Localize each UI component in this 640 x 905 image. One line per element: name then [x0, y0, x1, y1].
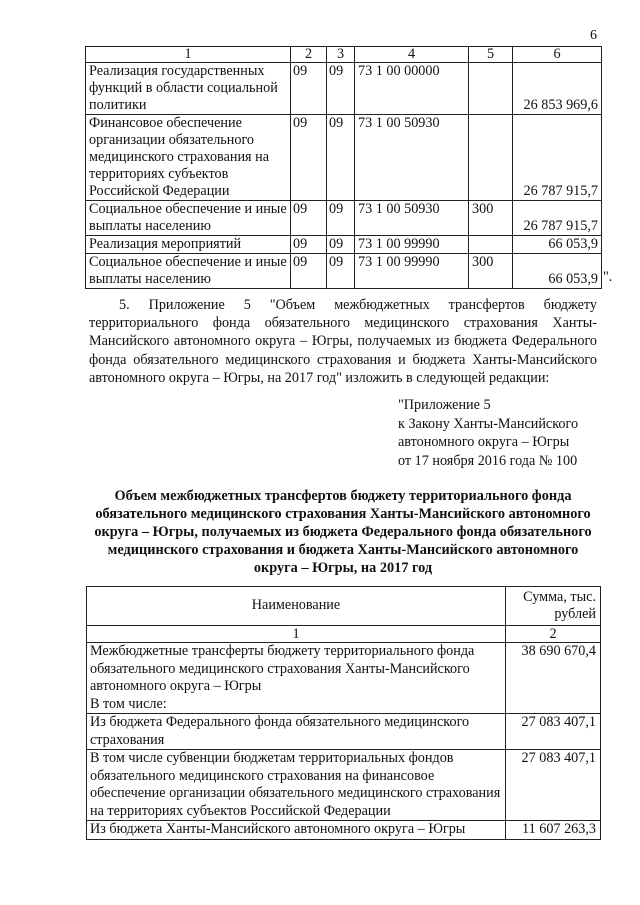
row-section: 09 [291, 63, 327, 115]
row-name: В том числе субвенции бюджетам территориальных фондов обязательного медицинского страхования на финансовое обеспечение организации обязательного медицинского страхования на территориях субъектов Российской Федерации [87, 750, 506, 821]
row-name: Социальное обеспечение и иные выплаты населению [86, 254, 291, 289]
column-number: 1 [87, 626, 506, 643]
table-row [86, 115, 602, 201]
budget-classification-table [85, 46, 602, 289]
row-amount: 66 053,9 [513, 254, 602, 289]
row-target-code: 73 1 00 00000 [355, 63, 469, 115]
column-number: 2 [506, 626, 601, 643]
row-amount: 26 787 915,7 [513, 201, 602, 236]
column-number-row [87, 626, 601, 643]
row-amount: 66 053,9 [513, 236, 602, 254]
row-subsection: 09 [327, 254, 355, 289]
row-name: Реализация государственных функций в области социальной политики [86, 63, 291, 115]
row-target-code: 73 1 00 99990 [355, 254, 469, 289]
table-row [87, 750, 601, 821]
section-heading: Объем межбюджетных трансфертов бюджету территориального фонда обязательного медицинского страхования Ханты-Мансийского автономного округа – Югры, получаемых из бюджета Федерального фонда обязательного медицинского страхования и бюджета Ханты-Мансийского автономного округа – Югры, на 2017 год [94, 488, 592, 576]
row-amount: 26 787 915,7 [513, 115, 602, 201]
page-number: 6 [590, 28, 597, 43]
header-cell: 6 [513, 47, 602, 63]
table-row [87, 643, 601, 714]
row-section: 09 [291, 236, 327, 254]
row-name: Из бюджета Федерального фонда обязательного медицинского страхования [87, 714, 506, 750]
table-row [87, 821, 601, 840]
row-name: Из бюджета Ханты-Мансийского автономного округа – Югры [87, 821, 506, 840]
row-subsection: 09 [327, 63, 355, 115]
appendix-line: к Закону Ханты-Мансийского [398, 415, 579, 432]
header-cell: 1 [86, 47, 291, 63]
table-row [86, 236, 602, 254]
table-row [86, 201, 602, 236]
table-row [86, 254, 602, 289]
transfers-table [86, 586, 601, 840]
row-section: 09 [291, 201, 327, 236]
row-amount: 26 853 969,6 [513, 63, 602, 115]
row-name-cell [87, 643, 506, 714]
header-cell: 3 [327, 47, 355, 63]
appendix-line: автономного округа – Югры [398, 434, 570, 450]
appendix-line: от 17 ноября 2016 года № 100 [398, 452, 578, 469]
header-cell: 5 [469, 47, 513, 63]
row-amount: 38 690 670,4 [506, 643, 601, 714]
row-subsection: 09 [327, 236, 355, 254]
header-cell: 4 [355, 47, 469, 63]
row-expense-type: 300 [469, 254, 513, 289]
column-sum-header: Сумма, тыс. рублей [506, 587, 601, 626]
row-section: 09 [291, 254, 327, 289]
row-name: Социальное обеспечение и иные выплаты населению [86, 201, 291, 236]
table-header-row [87, 587, 601, 626]
row-subsection: 09 [327, 115, 355, 201]
row-name: Реализация мероприятий [86, 236, 291, 254]
row-amount: 27 083 407,1 [506, 750, 601, 821]
column-name-header: Наименование [87, 587, 506, 626]
row-expense-type [469, 63, 513, 115]
row-target-code: 73 1 00 50930 [355, 201, 469, 236]
row-expense-type [469, 115, 513, 201]
header-cell: 2 [291, 47, 327, 63]
appendix-line: "Приложение 5 [398, 397, 491, 413]
closing-quote: ". [603, 269, 613, 285]
row-subsection: 09 [327, 201, 355, 236]
row-note: В том числе: [90, 695, 167, 712]
row-target-code: 73 1 00 50930 [355, 115, 469, 201]
row-expense-type: 300 [469, 201, 513, 236]
amendment-paragraph: 5. Приложение 5 "Объем межбюджетных трансфертов бюджету территориального фонда обязательного медицинского страхования Ханты-Мансийского автономного округа – Югры, получаемых из бюджета Федерального фонда обязательного медицинского страхования и бюджета Ханты-Мансийского автономного округа – Югры, на 2017 год" изложить в следующей редакции: [89, 297, 597, 386]
appendix-reference [398, 396, 578, 470]
row-section: 09 [291, 115, 327, 201]
row-name: Финансовое обеспечение организации обязательного медицинского страхования на территориях субъектов Российской Федерации [86, 115, 291, 201]
row-amount: 11 607 263,3 [506, 821, 601, 840]
table-header-row [86, 47, 602, 63]
table-row [86, 63, 602, 115]
row-amount: 27 083 407,1 [506, 714, 601, 750]
row-target-code: 73 1 00 99990 [355, 236, 469, 254]
row-name: Межбюджетные трансферты бюджету территориального фонда обязательного медицинского страхования Ханты-Мансийского автономного округа – Югры [90, 643, 475, 694]
table-row [87, 714, 601, 750]
row-expense-type [469, 236, 513, 254]
